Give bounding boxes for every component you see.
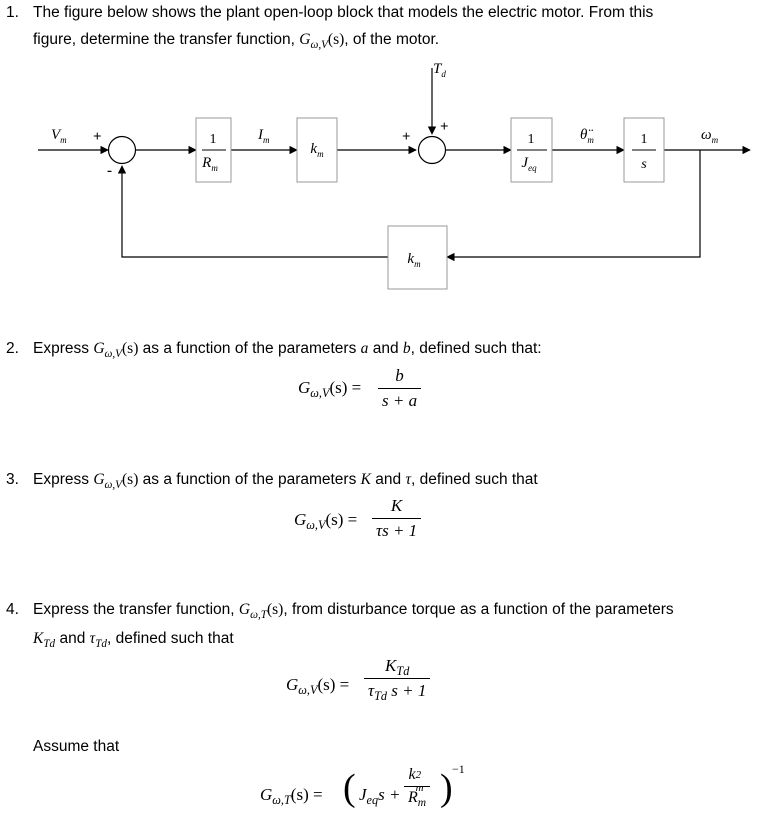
assume-fraction: k 2 m $R_m$: [404, 766, 430, 807]
q1-number: 1.: [6, 4, 19, 21]
q4-equation-lhs: $G_{\omega,V}(s)$ =: [286, 675, 350, 698]
sum1-minus-sign: -: [107, 163, 112, 179]
output-omega-label: $\omega_m$: [701, 127, 719, 145]
feedback-block-label: $k_m$: [407, 251, 421, 269]
block4-num: 1: [640, 132, 648, 147]
q2-equation-fraction: $\frac{b}{s + a}$: [378, 366, 421, 411]
input-vm-label: $V_m$: [51, 127, 67, 145]
current-im-label: $I_m$: [258, 127, 270, 145]
accel-label: $\thetä_m$: [580, 127, 594, 145]
assume-right-paren: ): [440, 767, 453, 809]
assume-jeq-term: $J_{eq}s$ +: [359, 785, 401, 808]
assume-text: Assume that: [33, 738, 120, 755]
q3-equation-lhs: $G_{\omega,V}(s)$ =: [294, 510, 358, 533]
block1-num: 1: [209, 132, 217, 147]
block3-den: $J_{eq}$: [521, 155, 537, 173]
q4-equation-fraction: $K_{Td}$ $\tau_{Td}$ s + 1: [364, 656, 430, 701]
summing-junction-1: [109, 137, 136, 164]
q4-text-line2: $K_{Td}$ and $\tau_{Td}$, defined such that: [33, 630, 234, 650]
q3-text: Express $G_{\omega,V}(s)$ as a function of the parameters K and τ, defined such that: [33, 471, 538, 491]
block1-den: $R_m$: [202, 155, 218, 173]
block2-label: $k_m$: [310, 141, 324, 159]
feedback-line-left: [122, 166, 388, 257]
summing-junction-2: [419, 137, 446, 164]
sum1-plus-sign: +: [93, 129, 102, 145]
q1-text-line2: figure, determine the transfer function, $G_{\omega,V}(s)$, of the motor.: [33, 31, 440, 51]
block4-den: s: [641, 157, 647, 172]
q4-text-line1: Express the transfer function, $G_{\omega,T}(s)$, from disturbance torque as a function of the parameters: [33, 601, 674, 621]
assume-exponent: −1: [452, 762, 465, 776]
q2-number: 2.: [6, 340, 19, 357]
feedback-block-km: [388, 226, 447, 289]
q2-text: Express $G_{\omega,V}(s)$ as a function of the parameters a and b, defined such that:: [33, 340, 542, 360]
block3-num: 1: [527, 132, 535, 147]
q1-text-line1: The figure below shows the plant open-loop block that models the electric motor. From this: [33, 4, 654, 21]
g-wv-symbol: $G_{\omega,V}(s)$: [299, 31, 345, 51]
q4-number: 4.: [6, 601, 19, 618]
q2-equation-lhs: $G_{\omega,V}(s)$ =: [298, 378, 362, 401]
sum2-plus-sign-left: +: [402, 129, 411, 145]
block-diagram: [0, 0, 758, 300]
assume-left-paren: (: [343, 767, 356, 809]
q3-number: 3.: [6, 471, 19, 488]
q3-equation-fraction: $\frac{K}{\tau s + 1}$: [372, 496, 421, 541]
sum2-plus-sign-top: +: [440, 119, 449, 135]
disturbance-td-label: $T_d$: [433, 61, 446, 79]
assume-equation-lhs: $G_{\omega,T}(s)$ =: [260, 785, 323, 808]
